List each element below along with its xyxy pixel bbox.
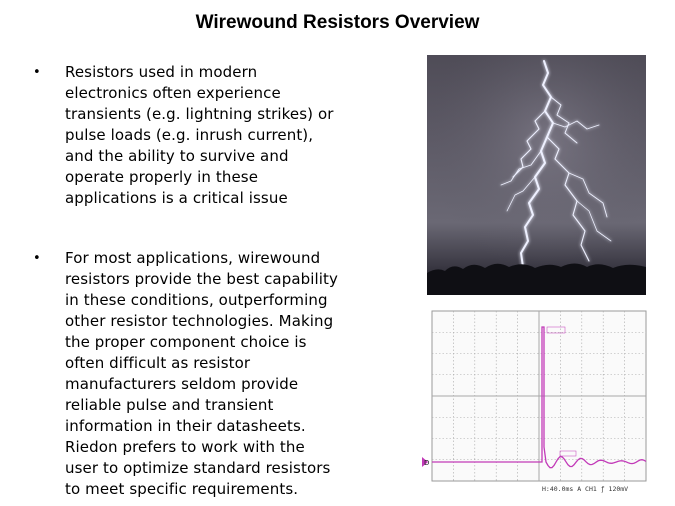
bullet-line: the proper component choice is [65, 333, 307, 351]
bullet-dot: • [33, 251, 41, 266]
bullet-line: Resistors used in modern [65, 63, 258, 81]
bullet-line: For most applications, wirewound [65, 249, 321, 267]
lightning-photo [427, 55, 646, 295]
bullet-item-2 [33, 248, 393, 500]
bullet-line: to meet specific requirements. [65, 480, 299, 498]
bullet-text [65, 62, 334, 209]
bullet-line: applications is a critical issue [65, 189, 288, 207]
bullet-line: reliable pulse and transient [65, 396, 274, 414]
bullet-line: Riedon prefers to work with the [65, 438, 305, 456]
bullet-line: transients (e.g. lightning strikes) or [65, 105, 334, 123]
bullet-line: manufacturers seldom provide [65, 375, 299, 393]
bullet-line: information in their datasheets. [65, 417, 306, 435]
bullet-line: often difficult as resistor [65, 354, 251, 372]
bullet-line: operate properly in these [65, 168, 259, 186]
bullet-line: in these conditions, outperforming [65, 291, 328, 309]
treeline-silhouette [427, 264, 646, 296]
bullet-line: user to optimize standard resistors [65, 459, 331, 477]
oscilloscope-graphic [420, 307, 648, 497]
bullet-text [65, 248, 338, 500]
slide-title: Wirewound Resistors Overview [195, 12, 480, 33]
scope-marker-label: D [424, 459, 430, 467]
bullet-line: other resistor technologies. Making [65, 312, 334, 330]
bullet-line: and the ability to survive and [65, 147, 289, 165]
bullet-line: electronics often experience [65, 84, 281, 102]
lightning-illustration [427, 55, 646, 295]
bullet-item-1 [33, 62, 393, 209]
bullet-line: pulse loads (e.g. inrush current), [65, 126, 314, 144]
bullet-dot: • [33, 65, 41, 80]
scope-status: H:40.0ms A CH1 ƒ 120mV [542, 485, 629, 493]
oscilloscope-screen [420, 307, 648, 497]
bullet-line: resistors provide the best capability [65, 270, 339, 288]
